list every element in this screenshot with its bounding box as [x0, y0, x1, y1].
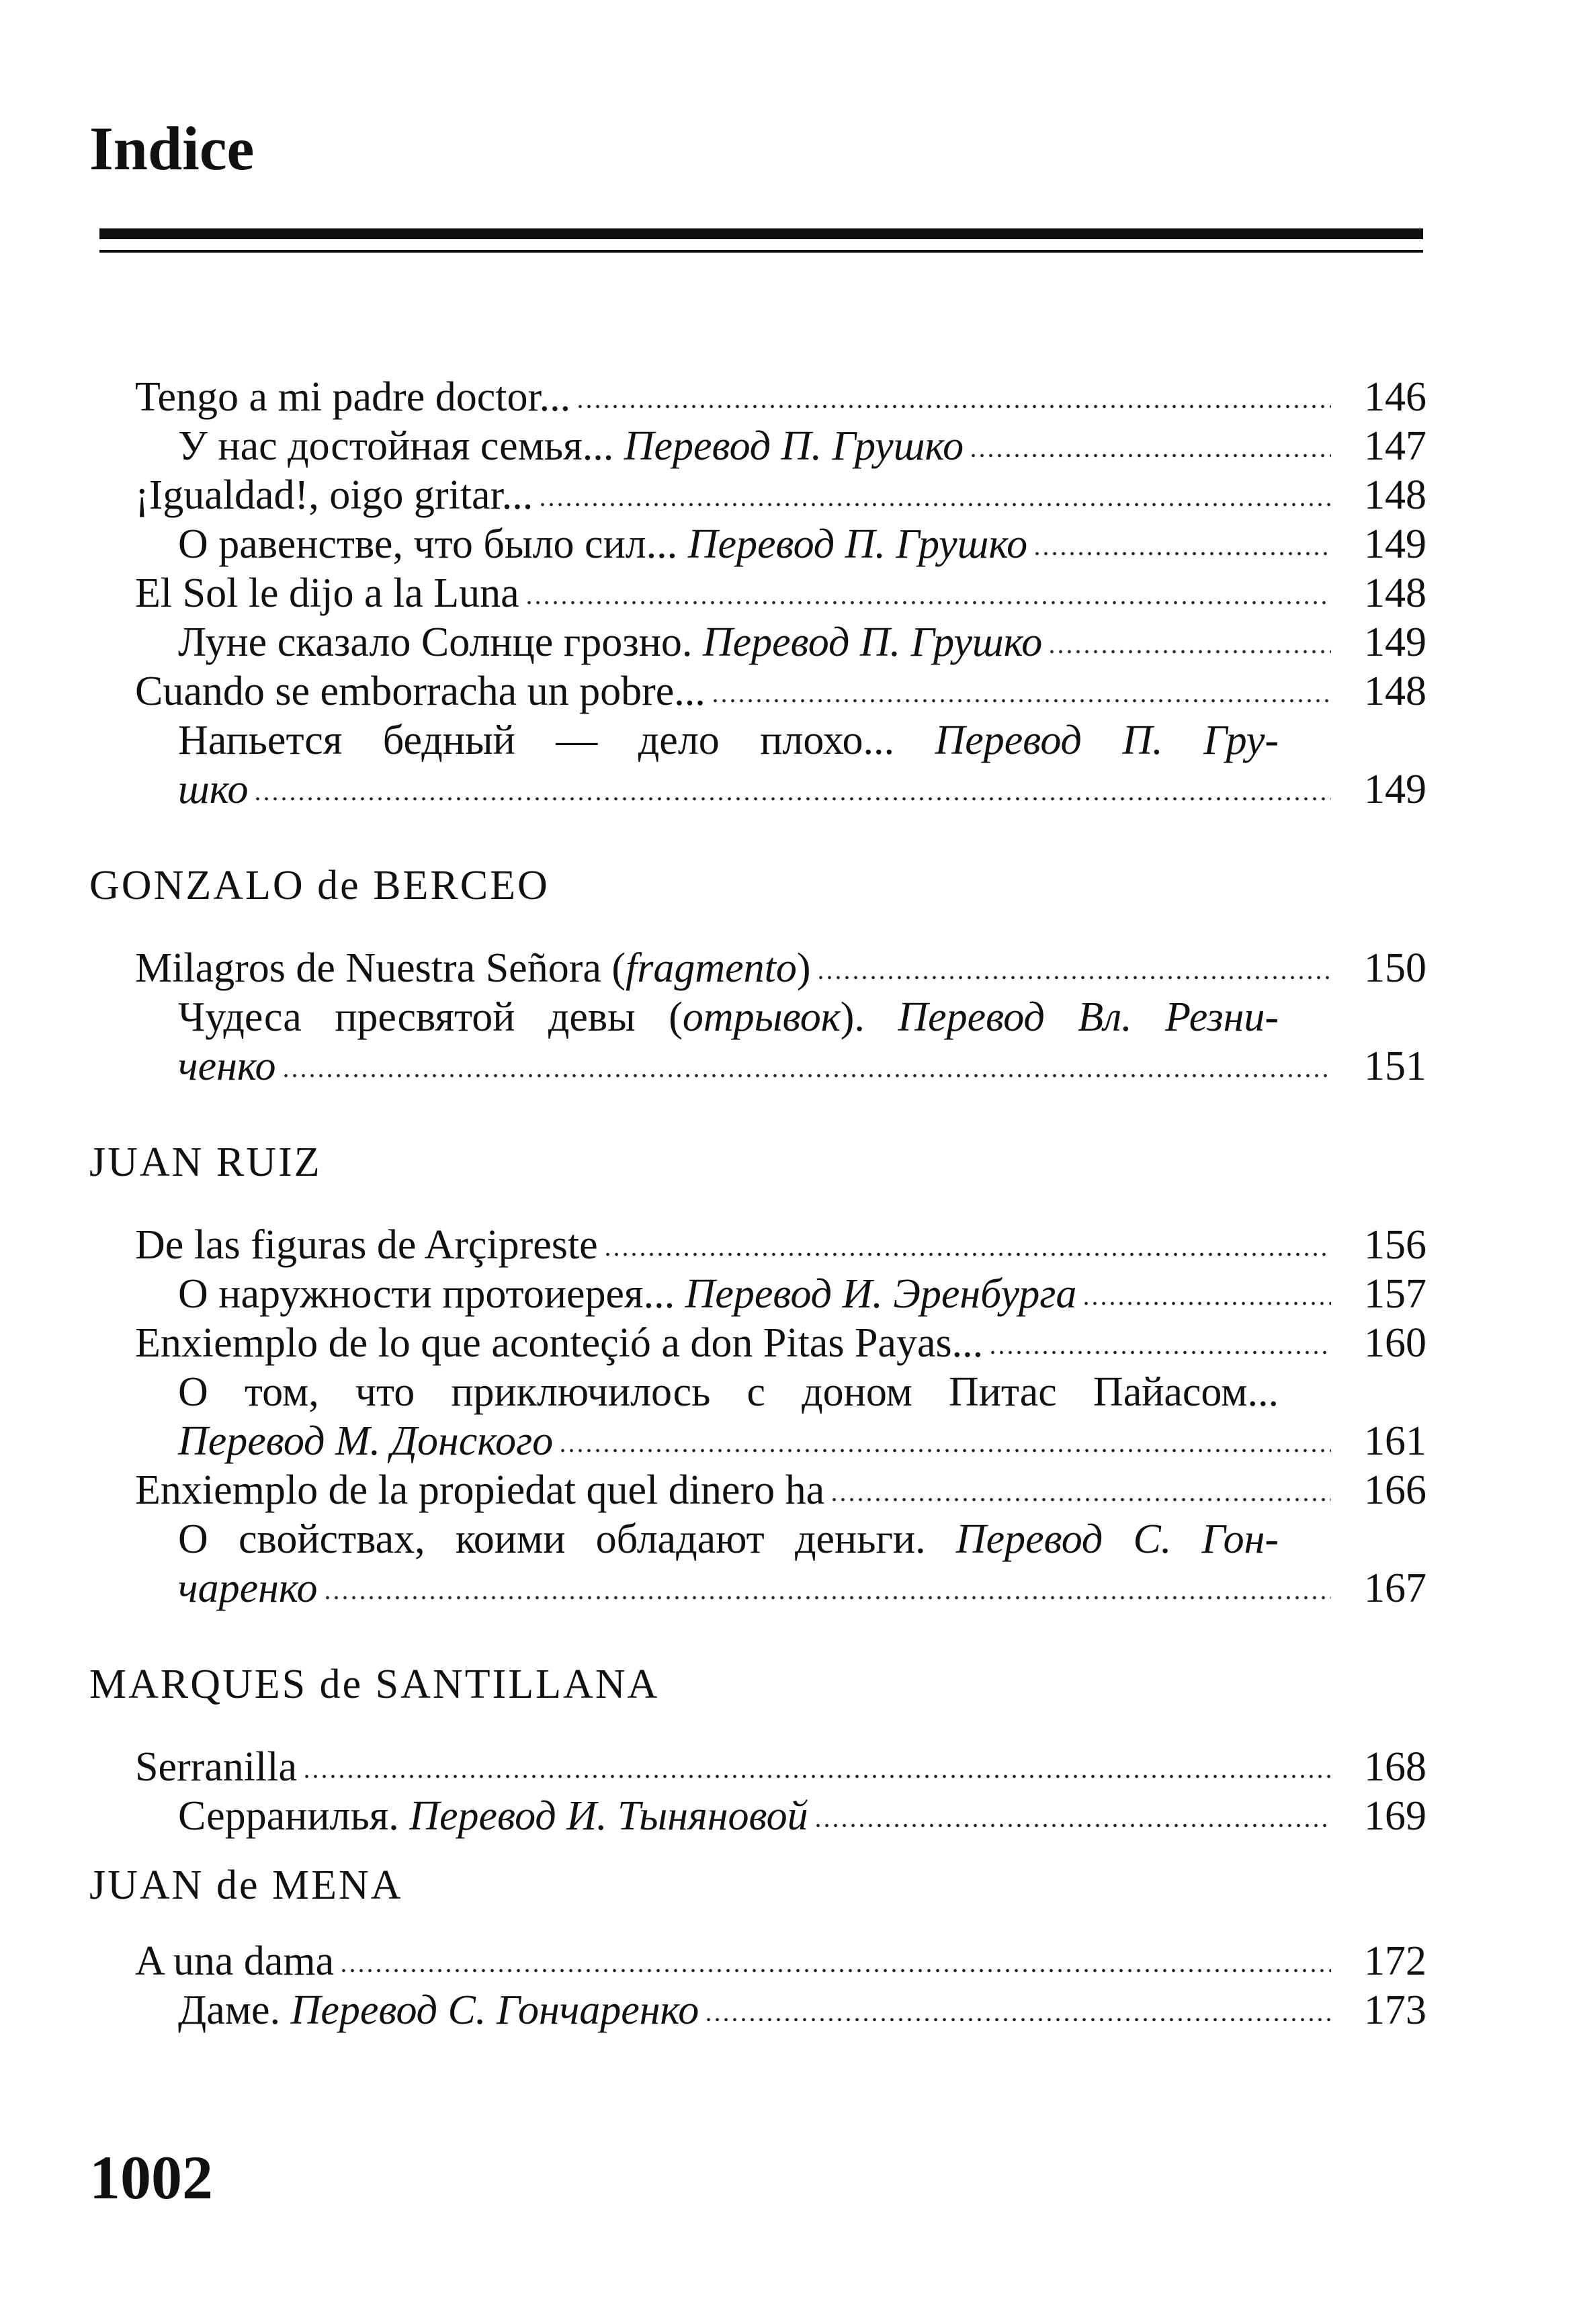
leader-dots: [816, 971, 1331, 982]
entry-page: 149: [1364, 767, 1426, 812]
toc-entry: [89, 1270, 1426, 1319]
entry-page: 172: [1364, 1938, 1426, 1984]
entry-title: [178, 422, 964, 471]
entry-title: [135, 1743, 297, 1792]
entry-translator-cont: ченко: [178, 1043, 276, 1089]
entry-title-text: У нас достойная семья...: [178, 423, 614, 469]
entry-title: [135, 1221, 598, 1270]
entry-page: 149: [1364, 521, 1426, 567]
entry-title-text: Cuando se emborracha un pobre...: [135, 669, 706, 714]
entry-title-text: El Sol le dijo a la Luna: [135, 570, 519, 616]
section-author: MARQUES de SANTILLANA: [89, 1662, 660, 1707]
toc-entry-line: Чудеса пресвятой девы (отрывок). Перевод Вл. Резни-: [178, 994, 1279, 1040]
toc-entry: [89, 944, 1426, 993]
toc-entry-continuation: [89, 765, 1426, 814]
entry-page: 160: [1364, 1320, 1426, 1366]
leader-dots: [603, 1248, 1331, 1258]
entry-page: 156: [1364, 1222, 1426, 1268]
entry-page: 161: [1364, 1418, 1426, 1464]
entry-title: [135, 667, 706, 716]
entry-translator: Перевод И. Эренбурга: [685, 1271, 1077, 1317]
entry-title-text: Serranilla: [135, 1744, 298, 1790]
leader-dots: [576, 400, 1331, 411]
entry-title-text: Луне сказало Солнце грозно.: [178, 619, 693, 665]
entry-title-text: A una dama: [135, 1938, 335, 1984]
entry-title-text: Enxiemplo de lo que aconteçió a don Pitas Payas...: [135, 1320, 984, 1366]
entry-translator: Перевод Вл. Резни-: [898, 994, 1279, 1040]
entry-page: 148: [1364, 570, 1426, 616]
entry-title-text: Tengo a mi padre doctor...: [135, 374, 571, 420]
leader-dots: [1082, 1297, 1331, 1307]
entry-translator: Перевод П. Грушко: [687, 521, 1028, 567]
entry-title-text: О свойствах, коими обладают деньги.: [178, 1516, 926, 1562]
entry-title: [178, 1792, 808, 1841]
entry-title: [135, 1319, 983, 1368]
leader-dots: [538, 498, 1331, 509]
entry-title-text: Даме.: [178, 1987, 281, 2033]
entry-translator: Перевод П. Грушко: [624, 423, 964, 469]
title-rule-thick: [99, 228, 1423, 239]
entry-note: fragmento: [626, 945, 797, 991]
leader-dots: [1048, 645, 1331, 656]
toc-entry: [89, 618, 1426, 667]
entry-translator-cont: шко: [178, 767, 249, 812]
entry-page: 148: [1364, 669, 1426, 714]
toc-entry: [89, 1986, 1426, 2035]
leader-dots: [1033, 547, 1331, 558]
toc-entry: [89, 1221, 1426, 1270]
entry-page: 151: [1364, 1043, 1426, 1089]
leader-dots: [525, 596, 1331, 607]
entry-title: [178, 1986, 699, 2035]
entry-title-text: Чудеса пресвятой девы: [178, 994, 636, 1040]
title-rule-thin: [99, 250, 1423, 253]
toc-entry-continuation: [89, 1417, 1426, 1466]
leader-dots: [830, 1493, 1331, 1504]
entry-page: 173: [1364, 1987, 1426, 2033]
section-author: JUAN de MENA: [89, 1862, 403, 1908]
entry-page: 148: [1364, 472, 1426, 518]
entry-title: [135, 1466, 824, 1515]
entry-page: 150: [1364, 945, 1426, 991]
entry-title: [178, 520, 1027, 569]
leader-dots: [253, 792, 1331, 803]
entry-translator-cont: Перевод М. Донского: [178, 1418, 554, 1464]
toc-entry: [89, 1792, 1426, 1841]
entry-translator: Перевод П. Гру-: [935, 718, 1279, 763]
entry-translator-cont: чаренко: [178, 1565, 318, 1611]
leader-dots: [339, 1964, 1331, 1975]
leader-dots: [323, 1591, 1332, 1602]
entry-title-text: Напьется бедный — дело плохо...: [178, 718, 894, 763]
toc-entry: [89, 1466, 1426, 1515]
toc-entry: [89, 569, 1426, 618]
leader-dots: [711, 694, 1331, 705]
page-title: Indice: [89, 114, 255, 183]
entry-page: 167: [1364, 1565, 1426, 1611]
leader-dots: [302, 1770, 1331, 1780]
entry-title: [135, 1937, 334, 1986]
leader-dots: [704, 2013, 1331, 2024]
table-of-contents: [89, 373, 1426, 2035]
toc-entry: [89, 520, 1426, 569]
entry-title: [135, 373, 570, 422]
entry-page: 168: [1364, 1744, 1426, 1790]
toc-entry-line: [89, 1368, 1279, 1417]
section-author: GONZALO de BERCEO: [89, 863, 550, 908]
toc-entry: [89, 1937, 1426, 1986]
entry-title-text: ¡Igualdad!, oigo gritar...: [135, 472, 534, 518]
toc-entry: [89, 422, 1426, 471]
toc-entry-line: [89, 1515, 1279, 1564]
page-number: 1002: [89, 2143, 213, 2212]
entry-title-text: О наружности протоиерея...: [178, 1271, 675, 1317]
entry-translator: Перевод С. Гончаренко: [290, 1987, 699, 2033]
toc-entry-line: [89, 716, 1279, 765]
entry-title-text: О равенстве, что было сил...: [178, 521, 678, 567]
entry-title: [178, 1270, 1076, 1319]
toc-entry: [89, 1319, 1426, 1368]
entry-page: 166: [1364, 1467, 1426, 1513]
entry-page: 147: [1364, 423, 1426, 469]
section-author: JUAN RUIZ: [89, 1139, 322, 1185]
entry-page: 169: [1364, 1793, 1426, 1839]
toc-entry-continuation: [89, 1042, 1426, 1091]
entry-title-text: Enxiemplo de la propiedat quel dinero ha: [135, 1467, 825, 1513]
toc-entry: [89, 1743, 1426, 1792]
leader-dots: [988, 1346, 1331, 1357]
entry-title: [135, 569, 519, 618]
entry-title-text: Серранилья.: [178, 1793, 399, 1839]
entry-translator: Перевод П. Грушко: [702, 619, 1043, 665]
entry-page: 149: [1364, 619, 1426, 665]
entry-title-text: De las figuras de Arçipreste: [135, 1222, 598, 1268]
leader-dots: [814, 1819, 1331, 1830]
entry-translator: Перевод С. Гон-: [955, 1516, 1279, 1562]
toc-entry: [89, 667, 1426, 716]
entry-translator: Перевод И. Тыняновой: [409, 1793, 808, 1839]
leader-dots: [282, 1069, 1332, 1080]
entry-page: 157: [1364, 1271, 1426, 1317]
entry-title-text: Milagros de Nuestra Señora: [135, 945, 601, 991]
entry-note: отрывок: [682, 994, 841, 1040]
leader-dots: [969, 449, 1331, 460]
leader-dots: [558, 1444, 1331, 1455]
toc-entry-continuation: [89, 1564, 1426, 1613]
entry-page: 146: [1364, 374, 1426, 420]
entry-title: [135, 471, 533, 520]
entry-title: [178, 618, 1042, 667]
entry-title-text: О том, что приключилось с доном Питас Пайасом...: [178, 1369, 1279, 1415]
toc-entry: [89, 373, 1426, 422]
toc-entry: [89, 471, 1426, 520]
entry-title: Milagros de Nuestra Señora (fragmento): [135, 945, 811, 991]
